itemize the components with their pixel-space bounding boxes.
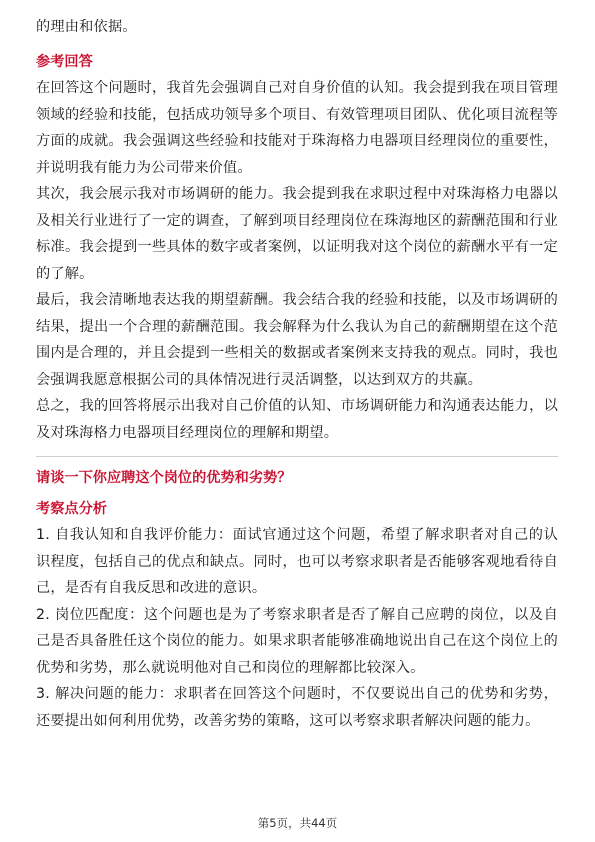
answer-heading: 参考回答	[36, 53, 93, 70]
answer-paragraph-4: 总之，我的回答将展示出我对自己价值的认知、市场调研能力和沟通表达能力，以及对珠海格力电器项目经理岗位的理解和期望。	[36, 398, 558, 441]
analysis-point-1: 1. 自我认知和自我评价能力：面试官通过这个问题，希望了解求职者对自己的认识程度，包括自己的优点和缺点。同时，也可以考察求职者是否能够客观地看待自己，是否有自我反思和改进的意识。	[36, 527, 558, 596]
section-divider	[36, 456, 558, 457]
answer-paragraph-3: 最后，我会清晰地表达我的期望薪酬。我会结合我的经验和技能，以及市场调研的结果，提出一个合理的薪酬范围。我会解释为什么我认为自己的薪酬期望在这个范围内是合理的，并且会提到一些相关的数据或者案例来支持我的观点。同时，我也会强调我愿意根据公司的具体情况进行灵活调整，以达到双方的共赢。	[36, 292, 558, 388]
answer-paragraph-2: 其次，我会展示我对市场调研的能力。我会提到我在求职过程中对珠海格力电器以及相关行业进行了一定的调查，了解到项目经理岗位在珠海地区的薪酬范围和行业标准。我会提到一些具体的数字或者案例，以证明我对这个岗位的薪酬水平有一定的了解。	[36, 186, 558, 282]
analysis-point-2: 2. 岗位匹配度：这个问题也是为了考察求职者是否了解自己应聘的岗位，以及自己是否具备胜任这个岗位的能力。如果求职者能够准确地说出自己在这个岗位上的优势和劣势，那么就说明他对自己和岗位的理解都比较深入。	[36, 606, 558, 676]
intro-tail-text: 的理由和依据。	[36, 19, 137, 35]
page-number-footer: 第5页，共44页	[257, 816, 338, 830]
analysis-heading: 考察点分析	[36, 500, 107, 517]
question-heading: 请谈一下你应聘这个岗位的优势和劣势？	[36, 470, 292, 486]
answer-paragraph-1: 在回答这个问题时，我首先会强调自己对自身价值的认知。我会提到我在项目管理领域的经验和技能，包括成功领导多个项目、有效管理项目团队、优化项目流程等方面的成就。我会强调这些经验和技能对于珠海格力电器项目经理岗位的重要性，并说明我有能力为公司带来价值。	[36, 80, 558, 176]
analysis-point-3: 3. 解决问题的能力：求职者在回答这个问题时，不仅要说出自己的优势和劣势，还要提出如何利用优势，改善劣势的策略，这可以考察求职者解决问题的能力。	[36, 686, 558, 729]
page-content	[36, 14, 558, 734]
